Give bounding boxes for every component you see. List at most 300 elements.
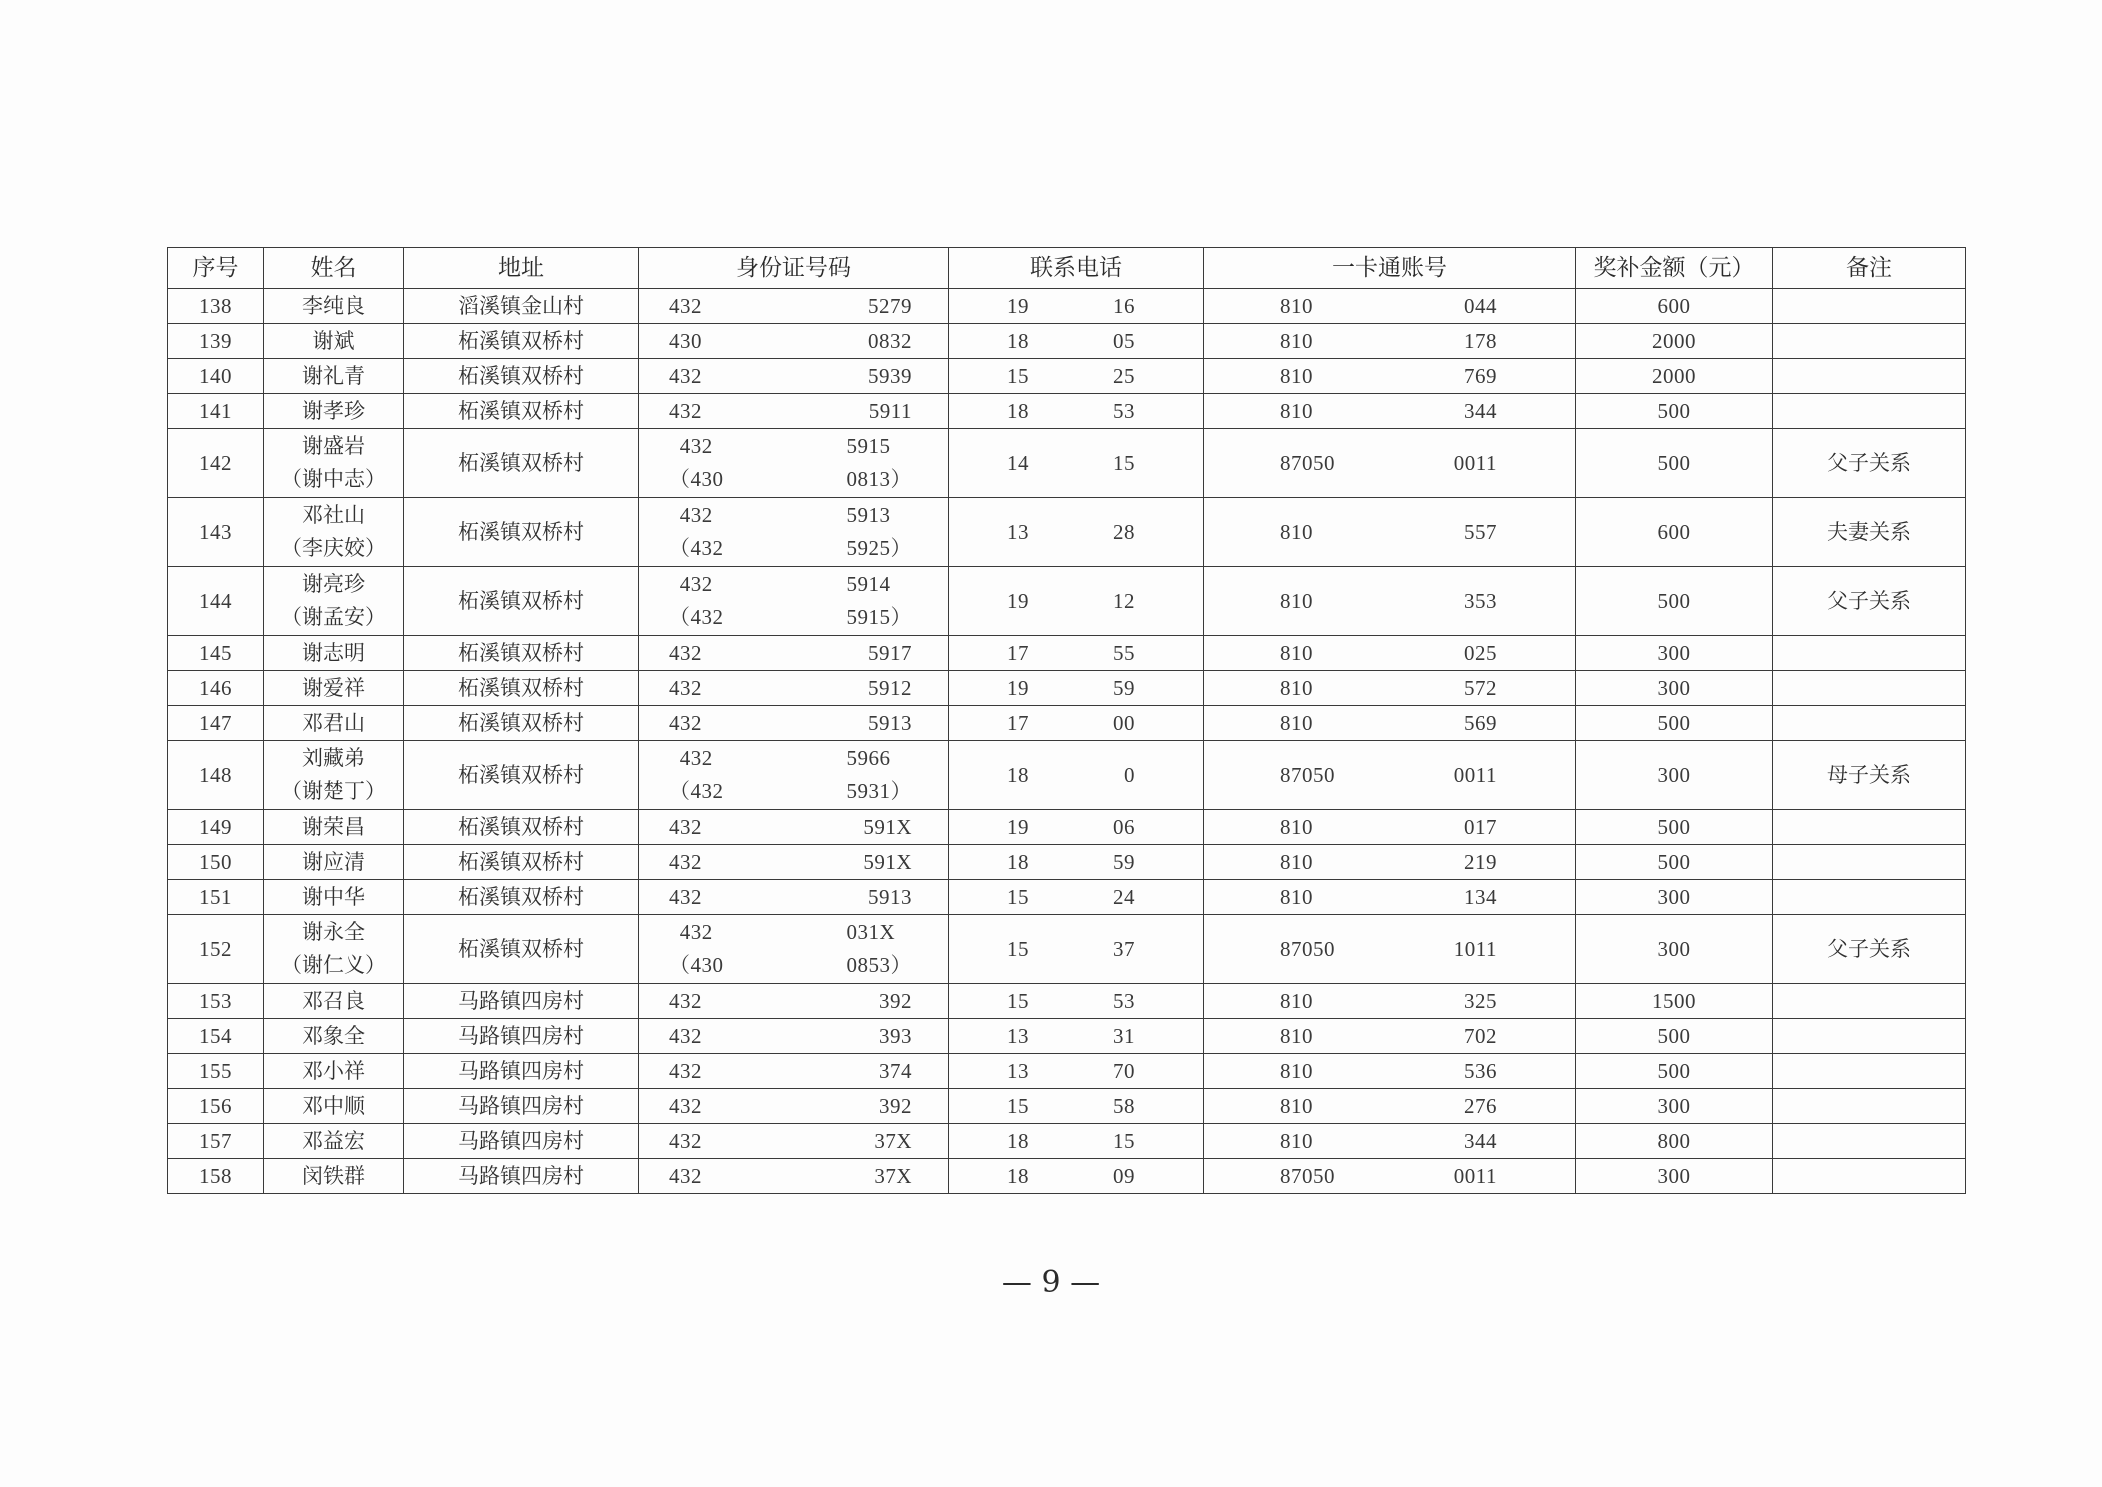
- account-cell: [1204, 1159, 1576, 1194]
- table-row: [168, 671, 1966, 706]
- address-cell: [404, 671, 639, 706]
- id-number-cell: [639, 567, 949, 636]
- account-prefix-group: [1280, 915, 1335, 983]
- table-row: [168, 394, 1966, 429]
- row-index: 138: [199, 293, 232, 318]
- table-row: [168, 429, 1966, 498]
- table-row: [168, 289, 1966, 324]
- address-text: 柘溪镇双桥村: [458, 588, 584, 613]
- phone-prefix: 18: [1007, 328, 1029, 353]
- phone-suffix-group: [1113, 915, 1135, 983]
- row-index-cell: [168, 567, 264, 636]
- note-cell: [1773, 706, 1966, 741]
- id-suffix: 591X: [863, 849, 912, 874]
- id-prefix: 432: [669, 1163, 702, 1188]
- account-prefix: 810: [1280, 328, 1313, 353]
- amount-cell: [1576, 1159, 1773, 1194]
- table-row: [168, 1089, 1966, 1124]
- row-index: 145: [199, 640, 232, 665]
- person-name: 邓小祥: [302, 1058, 365, 1083]
- account-suffix: 1011: [1453, 936, 1497, 961]
- id-suffix-group: [879, 1089, 912, 1123]
- id-prefix: 432: [679, 572, 713, 596]
- account-suffix: 0011: [1453, 1163, 1497, 1188]
- person-name: 邓益宏: [302, 1128, 365, 1153]
- phone-suffix: 28: [1113, 519, 1135, 544]
- id-number-cell: [639, 429, 949, 498]
- table-row: [168, 845, 1966, 880]
- id-number-cell: [639, 984, 949, 1019]
- id-number-cell: [639, 1089, 949, 1124]
- address-text: 马路镇四房村: [458, 1058, 584, 1083]
- address-cell: [404, 289, 639, 324]
- id-suffix: 5912: [868, 675, 912, 700]
- id-suffix-group: [868, 324, 912, 358]
- id-prefix: 432: [669, 884, 702, 909]
- account-cell: [1204, 984, 1576, 1019]
- account-suffix: 0011: [1453, 762, 1497, 787]
- account-prefix: 87050: [1280, 450, 1335, 475]
- row-index: 153: [199, 988, 232, 1013]
- account-suffix: 219: [1464, 849, 1497, 874]
- id-prefix-group: [669, 394, 702, 428]
- table-row: [168, 1159, 1966, 1194]
- account-cell: [1204, 1089, 1576, 1124]
- amount-value: 500: [1657, 398, 1691, 423]
- id-prefix: 432: [669, 1023, 702, 1048]
- account-suffix-group: [1454, 1159, 1497, 1193]
- phone-prefix: 15: [1007, 884, 1029, 909]
- account-cell: [1204, 324, 1576, 359]
- account-prefix-group: [1280, 671, 1313, 705]
- amount-value: 300: [1657, 675, 1691, 700]
- phone-cell: [949, 324, 1204, 359]
- account-cell: [1204, 915, 1576, 984]
- name-cell: [264, 1124, 404, 1159]
- amount-cell: [1576, 636, 1773, 671]
- account-prefix-group: [1280, 706, 1313, 740]
- address-cell: [404, 915, 639, 984]
- phone-cell: [949, 289, 1204, 324]
- address-text: 柘溪镇双桥村: [458, 936, 584, 961]
- row-index-cell: [168, 1089, 264, 1124]
- id-suffix: 37X: [874, 1128, 912, 1153]
- id-prefix: （432: [669, 605, 724, 629]
- address-cell: [404, 984, 639, 1019]
- id-prefix: 432: [679, 746, 713, 770]
- table-header-row: [168, 248, 1966, 289]
- name-cell: [264, 915, 404, 984]
- phone-suffix: 15: [1113, 1128, 1135, 1153]
- account-suffix-group: [1464, 880, 1497, 914]
- phone-prefix-group: [1007, 984, 1029, 1018]
- row-index-cell: [168, 1159, 264, 1194]
- phone-suffix-group: [1113, 429, 1135, 497]
- note-text: 父子关系: [1827, 588, 1911, 613]
- id-number-cell: [639, 1054, 949, 1089]
- phone-prefix-group: [1007, 1019, 1029, 1053]
- phone-suffix: 53: [1113, 988, 1135, 1013]
- phone-prefix: 19: [1007, 814, 1029, 839]
- subsidy-roster-table: [167, 247, 1966, 1194]
- address-text: 马路镇四房村: [458, 1163, 584, 1188]
- address-cell: [404, 1159, 639, 1194]
- address-text: 柘溪镇双桥村: [458, 450, 584, 475]
- account-suffix: 769: [1464, 363, 1497, 388]
- id-number-cell: [639, 289, 949, 324]
- id-prefix-group: [669, 289, 702, 323]
- account-prefix: 810: [1280, 588, 1313, 613]
- row-index-cell: [168, 1019, 264, 1054]
- id-prefix: 432: [669, 710, 702, 735]
- account-prefix-group: [1280, 359, 1313, 393]
- phone-prefix-group: [1007, 1124, 1029, 1158]
- address-cell: [404, 567, 639, 636]
- id-prefix-group: [669, 1019, 702, 1053]
- account-prefix: 810: [1280, 1093, 1313, 1118]
- address-text: 柘溪镇双桥村: [458, 640, 584, 665]
- phone-suffix: 06: [1113, 814, 1135, 839]
- phone-suffix-group: [1113, 394, 1135, 428]
- phone-suffix: 25: [1113, 363, 1135, 388]
- name-cell: [264, 324, 404, 359]
- note-text: 父子关系: [1827, 936, 1911, 961]
- account-cell: [1204, 706, 1576, 741]
- phone-suffix: 09: [1113, 1163, 1135, 1188]
- id-suffix-group: [868, 636, 912, 670]
- phone-cell: [949, 394, 1204, 429]
- account-suffix: 353: [1464, 588, 1497, 613]
- id-number-cell: [639, 810, 949, 845]
- name-cell: [264, 1159, 404, 1194]
- phone-suffix-group: [1113, 1054, 1135, 1088]
- phone-suffix-group: [1113, 671, 1135, 705]
- account-prefix-group: [1280, 1019, 1313, 1053]
- id-prefix-group: [669, 324, 702, 358]
- amount-value: 500: [1657, 849, 1691, 874]
- id-suffix: 5925）: [846, 536, 912, 560]
- phone-prefix: 18: [1007, 1128, 1029, 1153]
- phone-suffix-group: [1113, 289, 1135, 323]
- note-cell: [1773, 1124, 1966, 1159]
- id-prefix-group: [669, 1089, 702, 1123]
- name-cell: [264, 845, 404, 880]
- note-cell: [1773, 915, 1966, 984]
- phone-suffix-group: [1113, 706, 1135, 740]
- amount-cell: [1576, 567, 1773, 636]
- table-row: [168, 1124, 1966, 1159]
- address-text: 柘溪镇双桥村: [458, 328, 584, 353]
- amount-cell: [1576, 1124, 1773, 1159]
- id-prefix: 432: [669, 398, 702, 423]
- table-body: [168, 289, 1966, 1194]
- phone-cell: [949, 567, 1204, 636]
- account-prefix: 87050: [1280, 762, 1335, 787]
- phone-prefix: 17: [1007, 640, 1029, 665]
- name-cell: [264, 741, 404, 810]
- row-index-cell: [168, 671, 264, 706]
- amount-cell: [1576, 324, 1773, 359]
- phone-suffix-group: [1113, 324, 1135, 358]
- id-suffix: 5966: [846, 746, 891, 770]
- phone-suffix-group: [1113, 845, 1135, 879]
- id-prefix: 432: [669, 1058, 702, 1083]
- id-prefix: 432: [669, 849, 702, 874]
- row-index: 158: [199, 1163, 232, 1188]
- phone-prefix-group: [1007, 1089, 1029, 1123]
- name-cell: [264, 429, 404, 498]
- id-suffix-group: [869, 394, 912, 428]
- id-prefix-group: [669, 1054, 702, 1088]
- account-prefix: 810: [1280, 519, 1313, 544]
- phone-prefix-group: [1007, 1054, 1029, 1088]
- row-index: 156: [199, 1093, 232, 1118]
- row-index: 150: [199, 849, 232, 874]
- account-suffix: 325: [1464, 988, 1497, 1013]
- note-cell: [1773, 359, 1966, 394]
- amount-cell: [1576, 1054, 1773, 1089]
- phone-cell: [949, 880, 1204, 915]
- name-cell: [264, 1054, 404, 1089]
- amount-value: 600: [1657, 293, 1691, 318]
- amount-value: 500: [1657, 588, 1691, 613]
- id-suffix: 392: [879, 988, 912, 1013]
- id-suffix: 5913: [846, 503, 891, 527]
- phone-suffix: 05: [1113, 328, 1135, 353]
- row-index-cell: [168, 741, 264, 810]
- note-cell: [1773, 880, 1966, 915]
- header-note: 备注: [1773, 248, 1966, 289]
- id-number-cell: [639, 1124, 949, 1159]
- person-name: 谢中华: [302, 884, 365, 909]
- address-cell: [404, 741, 639, 810]
- id-suffix: 0832: [868, 328, 912, 353]
- address-cell: [404, 1019, 639, 1054]
- note-cell: [1773, 1054, 1966, 1089]
- phone-cell: [949, 636, 1204, 671]
- account-prefix-group: [1280, 810, 1313, 844]
- account-cell: [1204, 1124, 1576, 1159]
- person-name: 谢爱祥: [302, 675, 365, 700]
- note-cell: [1773, 741, 1966, 810]
- table-row: [168, 915, 1966, 984]
- person-name: 谢孝珍: [302, 398, 365, 423]
- account-cell: [1204, 636, 1576, 671]
- row-index-cell: [168, 845, 264, 880]
- phone-prefix: 14: [1007, 450, 1029, 475]
- id-prefix-group: [669, 359, 702, 393]
- account-suffix-group: [1464, 1054, 1497, 1088]
- id-prefix-group: [669, 671, 702, 705]
- phone-prefix: 18: [1007, 762, 1029, 787]
- amount-cell: [1576, 671, 1773, 706]
- table-row: [168, 984, 1966, 1019]
- name-cell: [264, 289, 404, 324]
- note-cell: [1773, 498, 1966, 567]
- phone-prefix-group: [1007, 636, 1029, 670]
- person-name: 邓召良: [302, 988, 365, 1013]
- address-text: 马路镇四房村: [458, 1128, 584, 1153]
- account-prefix-group: [1280, 636, 1313, 670]
- account-suffix-group: [1464, 810, 1497, 844]
- id-suffix: 393: [879, 1023, 912, 1048]
- amount-cell: [1576, 289, 1773, 324]
- phone-suffix-group: [1113, 810, 1135, 844]
- address-cell: [404, 1089, 639, 1124]
- phone-prefix: 19: [1007, 675, 1029, 700]
- phone-cell: [949, 1019, 1204, 1054]
- row-index: 143: [199, 519, 232, 544]
- note-cell: [1773, 289, 1966, 324]
- account-cell: [1204, 567, 1576, 636]
- account-cell: [1204, 671, 1576, 706]
- account-suffix: 044: [1464, 293, 1497, 318]
- address-cell: [404, 498, 639, 567]
- note-cell: [1773, 984, 1966, 1019]
- phone-prefix-group: [1007, 394, 1029, 428]
- phone-suffix-group: [1113, 984, 1135, 1018]
- note-cell: [1773, 810, 1966, 845]
- person-name: 谢志明: [302, 640, 365, 665]
- note-cell: [1773, 1159, 1966, 1194]
- address-cell: [404, 1124, 639, 1159]
- address-text: 柘溪镇双桥村: [458, 363, 584, 388]
- phone-prefix-group: [1007, 915, 1029, 983]
- phone-suffix-group: [1113, 567, 1135, 635]
- amount-cell: [1576, 706, 1773, 741]
- id-suffix-group: [847, 429, 913, 497]
- note-cell: [1773, 1019, 1966, 1054]
- phone-suffix-group: [1113, 1124, 1135, 1158]
- amount-cell: [1576, 1089, 1773, 1124]
- amount-cell: [1576, 741, 1773, 810]
- amount-cell: [1576, 984, 1773, 1019]
- id-prefix: 432: [669, 675, 702, 700]
- phone-prefix-group: [1007, 359, 1029, 393]
- id-number-cell: [639, 394, 949, 429]
- row-index: 142: [199, 450, 232, 475]
- account-prefix: 810: [1280, 363, 1313, 388]
- account-prefix-group: [1280, 1054, 1313, 1088]
- person-name: （谢中志）: [281, 467, 386, 491]
- phone-prefix: 18: [1007, 1163, 1029, 1188]
- account-prefix: 810: [1280, 1058, 1313, 1083]
- amount-cell: [1576, 880, 1773, 915]
- account-prefix-group: [1280, 1159, 1335, 1193]
- name-cell: [264, 567, 404, 636]
- row-index-cell: [168, 915, 264, 984]
- phone-prefix-group: [1007, 498, 1029, 566]
- phone-prefix: 15: [1007, 363, 1029, 388]
- amount-value: 2000: [1652, 363, 1696, 388]
- table-row: [168, 498, 1966, 567]
- phone-prefix-group: [1007, 429, 1029, 497]
- phone-cell: [949, 498, 1204, 567]
- row-index: 151: [199, 884, 232, 909]
- id-prefix-group: [669, 636, 702, 670]
- person-name: 谢永全: [302, 920, 365, 944]
- phone-suffix: 15: [1113, 450, 1135, 475]
- row-index-cell: [168, 1054, 264, 1089]
- account-prefix-group: [1280, 845, 1313, 879]
- amount-value: 300: [1657, 762, 1691, 787]
- id-suffix-group: [868, 359, 912, 393]
- table-row: [168, 636, 1966, 671]
- person-name: （谢楚丁）: [281, 779, 386, 803]
- account-cell: [1204, 1019, 1576, 1054]
- phone-suffix: 24: [1113, 884, 1135, 909]
- row-index: 155: [199, 1058, 232, 1083]
- amount-value: 500: [1657, 814, 1691, 839]
- table-row: [168, 359, 1966, 394]
- phone-prefix-group: [1007, 706, 1029, 740]
- note-cell: [1773, 845, 1966, 880]
- address-text: 柘溪镇双桥村: [458, 519, 584, 544]
- person-name: 谢礼青: [302, 363, 365, 388]
- id-suffix-group: [868, 289, 912, 323]
- id-prefix: 432: [679, 920, 713, 944]
- phone-suffix: 00: [1113, 710, 1135, 735]
- person-name: （谢孟安）: [281, 605, 386, 629]
- address-text: 马路镇四房村: [458, 988, 584, 1013]
- phone-suffix: 70: [1113, 1058, 1135, 1083]
- phone-suffix-group: [1113, 498, 1135, 566]
- phone-suffix: 59: [1113, 849, 1135, 874]
- person-name: 谢亮珍: [302, 572, 365, 596]
- phone-suffix-group: [1113, 1159, 1135, 1193]
- id-suffix-group: [868, 706, 912, 740]
- amount-value: 600: [1657, 519, 1691, 544]
- address-cell: [404, 845, 639, 880]
- id-suffix: 37X: [874, 1163, 912, 1188]
- phone-suffix: 59: [1113, 675, 1135, 700]
- phone-suffix: 37: [1113, 936, 1135, 961]
- amount-cell: [1576, 1019, 1773, 1054]
- account-cell: [1204, 498, 1576, 567]
- amount-cell: [1576, 394, 1773, 429]
- account-suffix: 276: [1464, 1093, 1497, 1118]
- phone-cell: [949, 1054, 1204, 1089]
- account-prefix: 810: [1280, 1023, 1313, 1048]
- account-cell: [1204, 1054, 1576, 1089]
- phone-prefix: 15: [1007, 936, 1029, 961]
- account-prefix: 810: [1280, 640, 1313, 665]
- id-suffix: 5913: [868, 710, 912, 735]
- address-cell: [404, 429, 639, 498]
- amount-cell: [1576, 498, 1773, 567]
- id-suffix: 392: [879, 1093, 912, 1118]
- person-name: 谢盛岩: [302, 434, 365, 458]
- id-suffix: 0813）: [846, 467, 912, 491]
- amount-value: 300: [1657, 1093, 1691, 1118]
- id-prefix: 430: [669, 328, 702, 353]
- id-prefix: （432: [669, 779, 724, 803]
- name-cell: [264, 498, 404, 567]
- id-suffix: 5914: [846, 572, 891, 596]
- row-index: 139: [199, 328, 232, 353]
- row-index: 141: [199, 398, 232, 423]
- amount-cell: [1576, 359, 1773, 394]
- phone-prefix: 13: [1007, 519, 1029, 544]
- id-number-cell: [639, 671, 949, 706]
- account-suffix: 702: [1464, 1023, 1497, 1048]
- amount-value: 2000: [1652, 328, 1696, 353]
- person-name: （李庆姣）: [281, 536, 386, 560]
- address-text: 柘溪镇双桥村: [458, 675, 584, 700]
- id-prefix: 432: [669, 1093, 702, 1118]
- id-number-cell: [639, 359, 949, 394]
- account-prefix-group: [1280, 324, 1313, 358]
